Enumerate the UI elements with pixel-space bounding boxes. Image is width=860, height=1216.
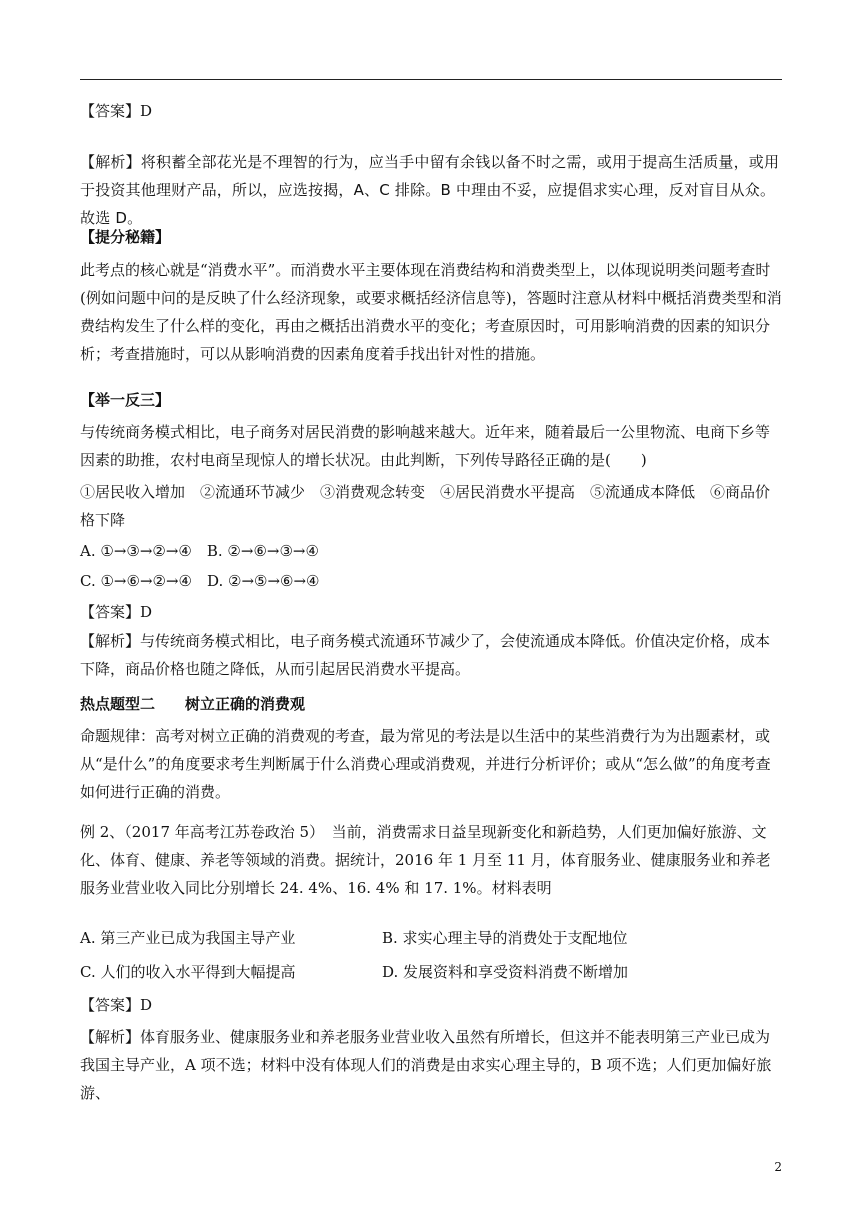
- analysis-2: 【解析】与传统商务模式相比，电子商务模式流通环节减少了，会使流通成本降低。价值决定价格，成本下降，商品价格也随之降低，从而引起居民消费水平提高。: [80, 632, 771, 678]
- example-option-a: A. 第三产业已成为我国主导产业: [80, 929, 296, 947]
- example-option-d: D. 发展资料和享受资料消费不断增加: [382, 963, 629, 981]
- answer-3: 【答案】D: [80, 996, 153, 1014]
- practice-items: ①居民收入增加 ②流通环节减少 ③消费观念转变 ④居民消费水平提高 ⑤流通成本降低 ⑥商品价格下降: [80, 483, 771, 529]
- example-2-question: 例 2、（2017 年高考江苏卷政治 5） 当前，消费需求日益呈现新变化和新趋势，人们更加偏好旅游、文化、体育、健康、养老等领域的消费。据统计，2016 年 1 月至 11 月，体育服务业、健康服务业和养老服务业营业收入同比分别增长 24. 4%、16. 4% 和 17. 1%。材料表明: [80, 823, 771, 897]
- heading-hot-topic-2: 热点题型二 树立正确的消费观: [80, 695, 306, 713]
- practice-question: 与传统商务模式相比，电子商务对居民消费的影响越来越大。近年来，随着最后一公里物流、电商下乡等因素的助推，农村电商呈现惊人的增长状况。由此判断，下列传导路径正确的是( ): [80, 423, 771, 469]
- analysis-1: 【解析】将积蓄全部花光是不理智的行为，应当手中留有余钱以备不时之需，或用于提高生活质量，或用于投资其他理财产品，所以，应选按揭，A、C 排除。B 中理由不妥，应提倡求实心理，反对盲目从众。故选 D。: [80, 153, 780, 227]
- example-option-c: C. 人们的收入水平得到大幅提高: [80, 963, 296, 981]
- page-number: 2: [774, 1160, 782, 1174]
- rule-paragraph: 命题规律：高考对树立正确的消费观的考查，最为常见的考法是以生活中的某些消费行为为出题素材，或从“是什么”的角度要求考生判断属于什么消费心理或消费观，并进行分析评价；或从“怎么做”的角度考查如何进行正确的消费。: [80, 727, 771, 801]
- heading-tips: 【提分秘籍】: [80, 228, 171, 246]
- practice-options-ab: A. ①→③→②→④ B. ②→⑥→③→④: [80, 542, 319, 560]
- tips-paragraph: 此考点的核心就是“消费水平”。而消费水平主要体现在消费结构和消费类型上，以体现说明类问题考查时(例如问题中问的是反映了什么经济现象，或要求概括经济信息等)，答题时注意从材料中概括消费类型和消费结构发生了什么样的变化，再由之概括出消费水平的变化；考查原因时，可用影响消费的因素的知识分析；考查措施时，可以从影响消费的因素角度着手找出针对性的措施。: [80, 261, 782, 363]
- example-option-b: B. 求实心理主导的消费处于支配地位: [382, 929, 628, 947]
- answer-1: 【答案】D: [80, 102, 153, 120]
- practice-options-cd: C. ①→⑥→②→④ D. ②→⑤→⑥→④: [80, 572, 320, 590]
- header-rule: [80, 79, 782, 80]
- heading-practice: 【举一反三】: [80, 391, 171, 409]
- answer-2: 【答案】D: [80, 603, 153, 621]
- analysis-3: 【解析】体育服务业、健康服务业和养老服务业营业收入虽然有所增长，但这并不能表明第三产业已成为我国主导产业，A 项不选；材料中没有体现人们的消费是由求实心理主导的，B 项不选；人们更加偏好旅游、: [80, 1028, 772, 1102]
